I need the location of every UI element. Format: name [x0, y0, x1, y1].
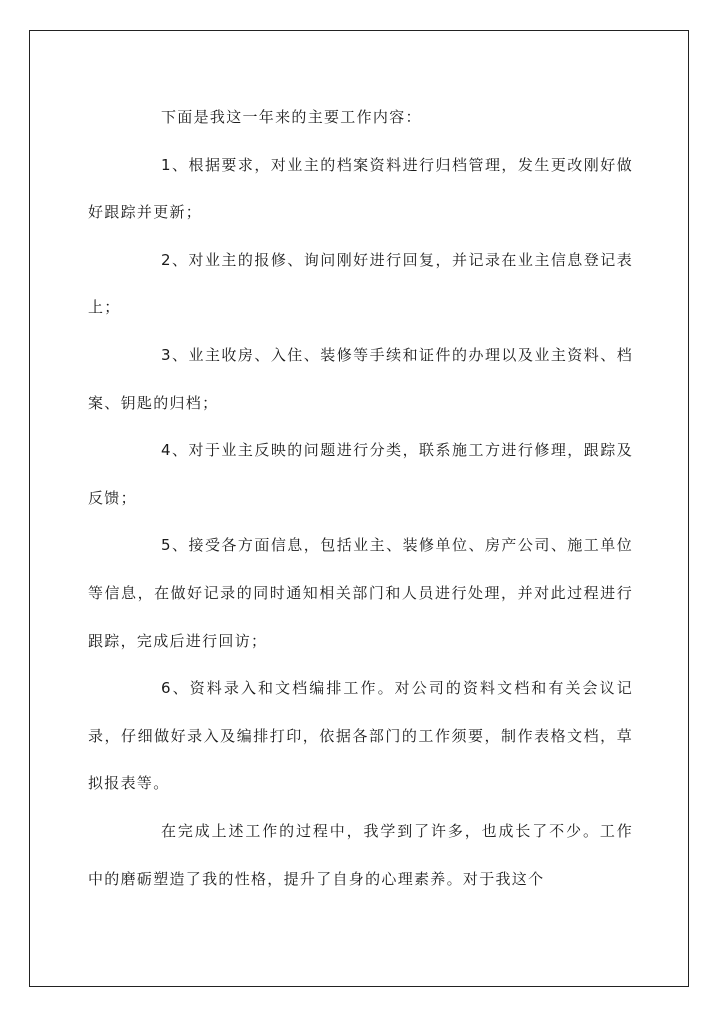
- paragraph-intro: 下面是我这一年来的主要工作内容：: [161, 108, 422, 126]
- paragraph-item-2: 2、对业主的报修、询问刚好进行回复，并记录在业主信息登记表上；: [88, 250, 633, 317]
- paragraph-item-6: 6、资料录入和文档编排工作。对公司的资料文档和有关会议记录，仔细做好录入及编排打印，依据各部门的工作须要，制作表格文档，草拟报表等。: [88, 679, 633, 793]
- paragraph-conclusion: 在完成上述工作的过程中，我学到了许多，也成长了不少。工作中的磨砺塑造了我的性格，提升了自身的心理素养。对于我这个: [88, 821, 633, 888]
- document-body: [88, 94, 633, 903]
- paragraph-item-3: 3、业主收房、入住、装修等手续和证件的办理以及业主资料、档案、钥匙的归档；: [88, 345, 633, 412]
- paragraph-item-4: 4、对于业主反映的问题进行分类，联系施工方进行修理，跟踪及反馈；: [88, 441, 633, 507]
- paragraph-item-5: 5、接受各方面信息，包括业主、装修单位、房产公司、施工单位等信息，在做好记录的同时通知相关部门和人员进行处理，并对此过程进行跟踪，完成后进行回访；: [88, 536, 633, 650]
- paragraph-item-1: 1、根据要求，对业主的档案资料进行归档管理，发生更改刚好做好跟踪并更新；: [88, 155, 633, 222]
